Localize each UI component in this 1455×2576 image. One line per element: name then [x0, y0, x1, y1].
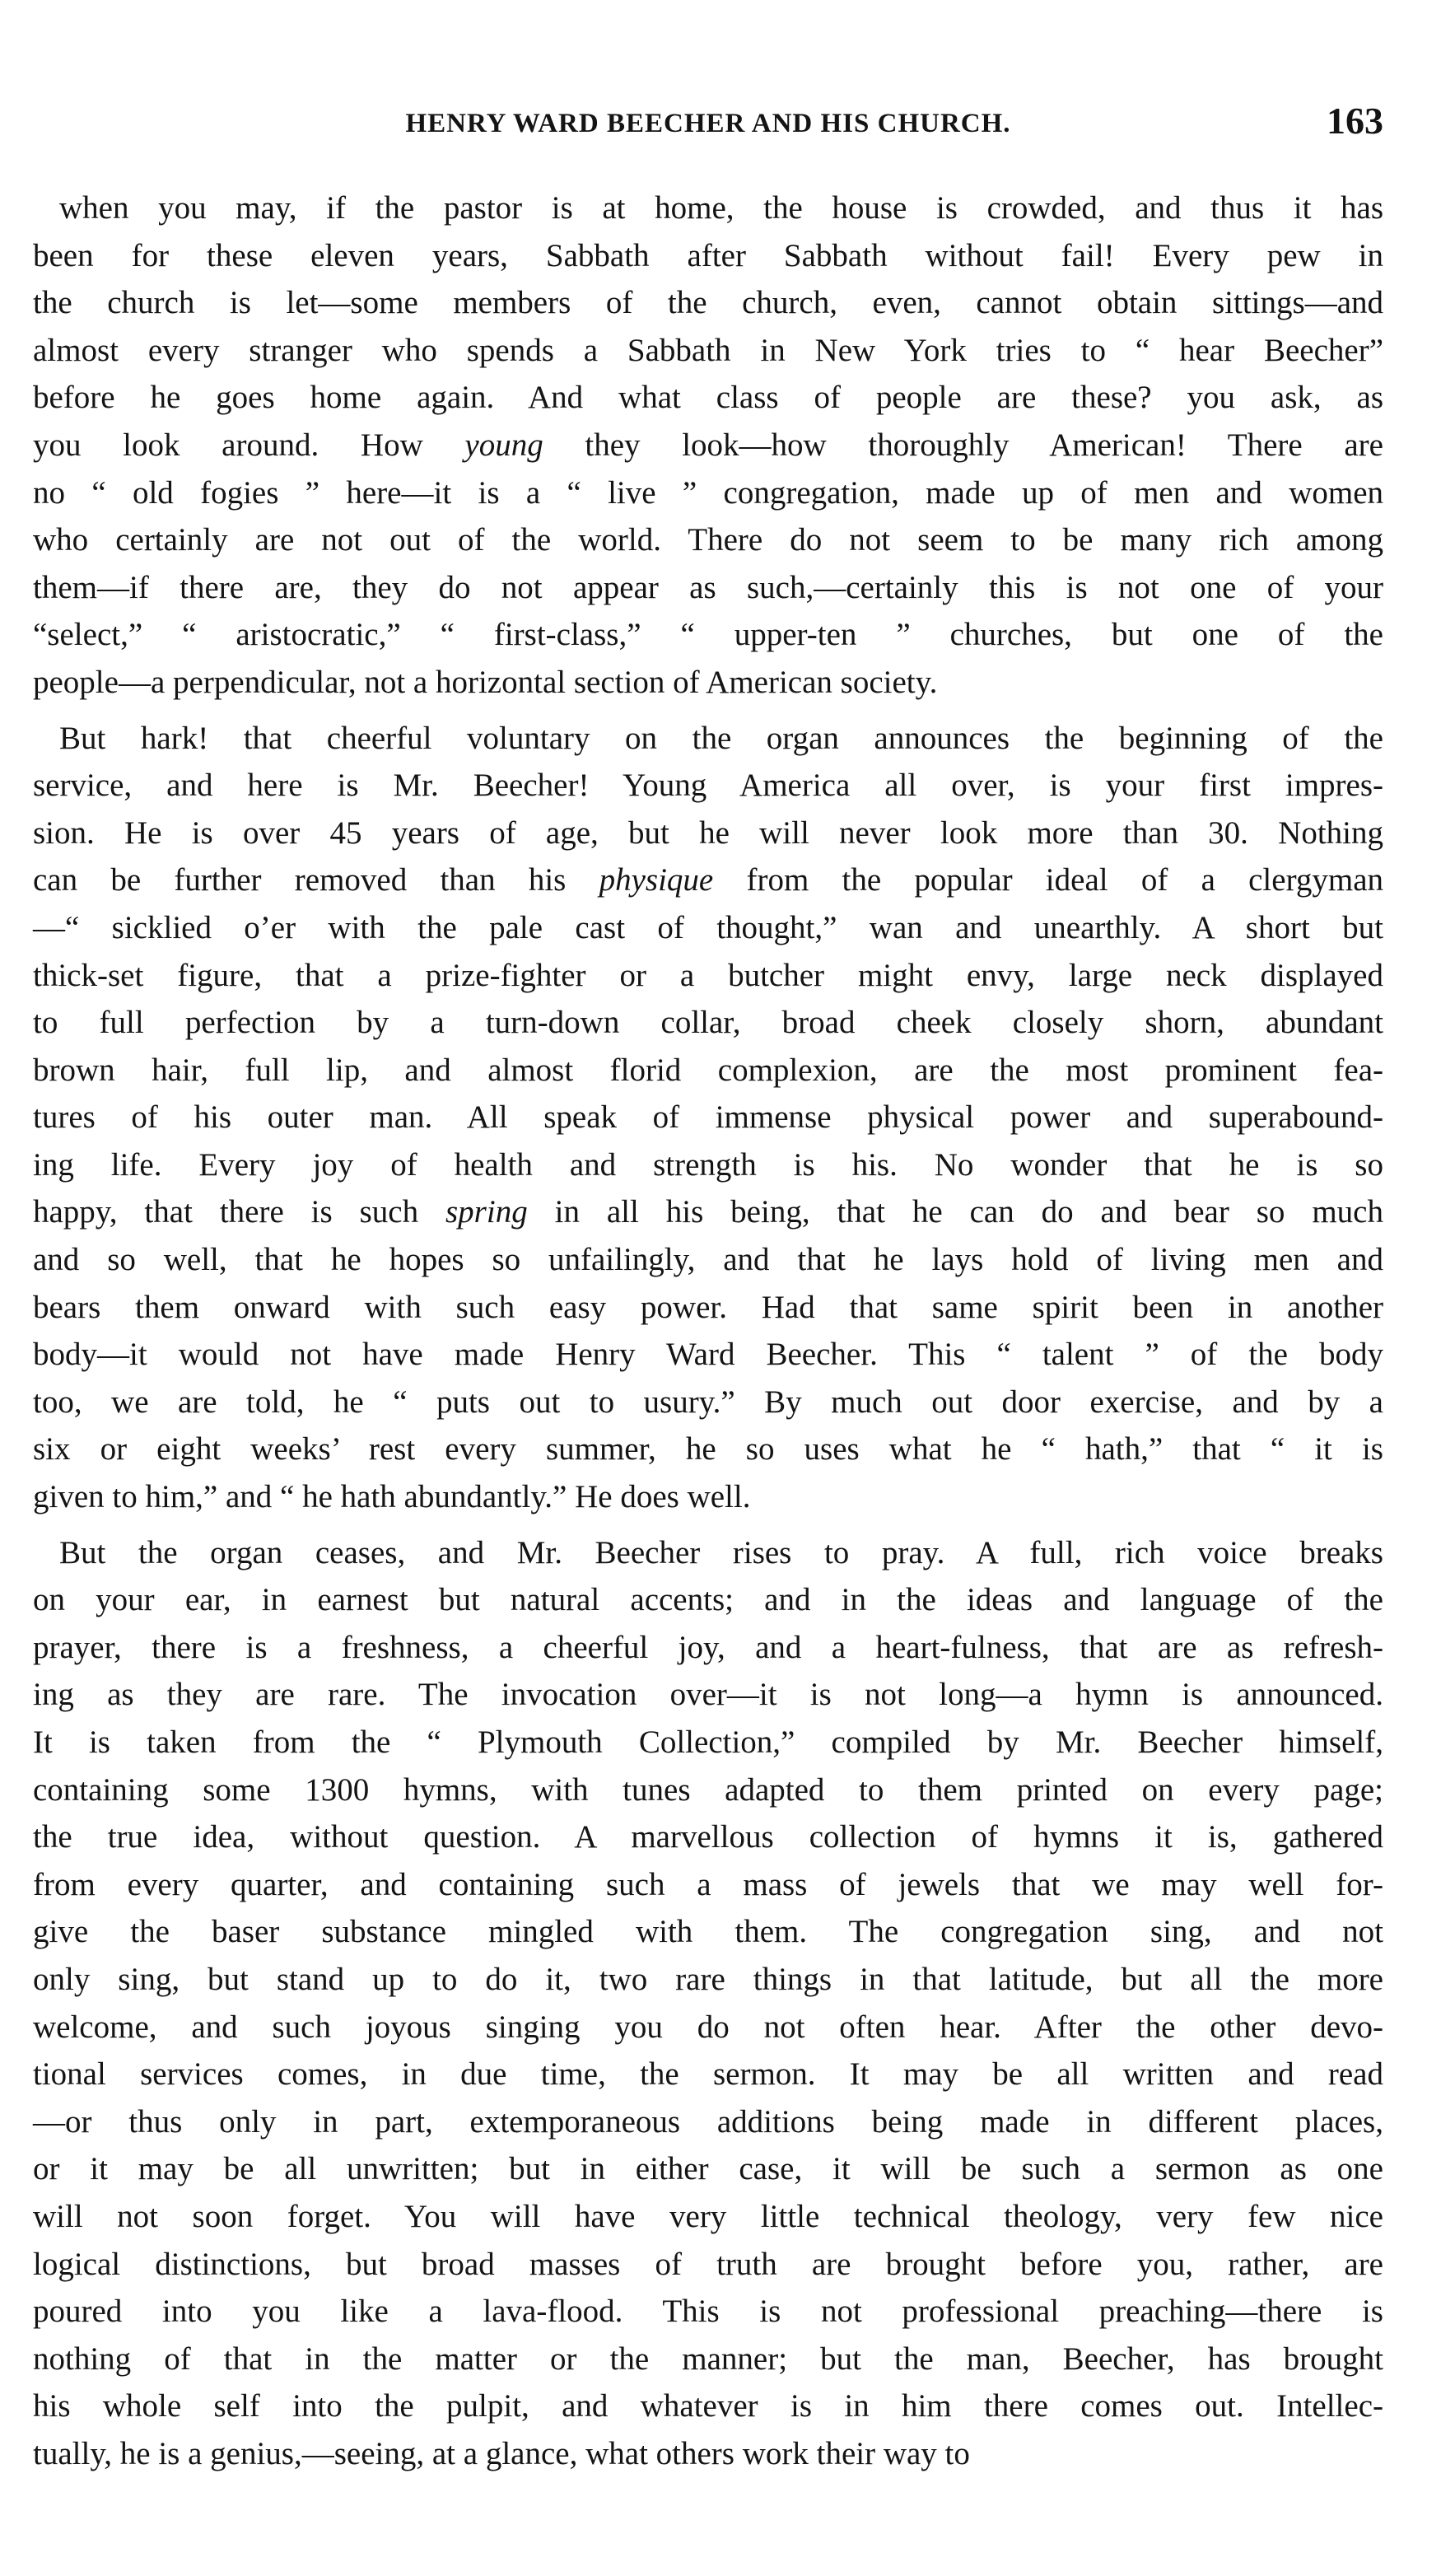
text-run: body—it would not have made Henry Ward Beecher. This “ talent ” of the body	[33, 1337, 1383, 1373]
text-line	[33, 2145, 1383, 2193]
text-run: them—if there are, they do not appear as such,—certainly this is not one of your	[33, 569, 1383, 605]
text-run: But the organ ceases, and Mr. Beecher rises to pray. A full, rich voice breaks	[59, 1534, 1383, 1570]
page-number: 163	[1327, 100, 1383, 142]
text-line	[33, 1426, 1383, 1473]
text-run: logical distinctions, but broad masses of truth are brought before you, rather, are	[33, 2246, 1383, 2282]
text-run: tures of his outer man. All speak of immense physical power and superabound-	[33, 1099, 1383, 1136]
text-line	[33, 2288, 1383, 2336]
text-line	[33, 715, 1383, 763]
text-line	[33, 1576, 1383, 1624]
text-line	[33, 1956, 1383, 2004]
italic-text: spring	[445, 1194, 528, 1230]
text-run: they look—how thoroughly American! There are	[543, 427, 1383, 463]
text-run: “select,” “ aristocratic,” “ first-class,” “ upper-ten ” churches, but one of the	[33, 617, 1383, 653]
text-run: to full perfection by a turn-down collar, broad cheek closely shorn, abundant	[33, 1005, 1383, 1041]
text-run: will not soon forget. You will have very little technical theology, very few nice	[33, 2198, 1383, 2234]
text-run: from the popular ideal of a clergyman	[713, 862, 1384, 898]
text-line	[33, 469, 1383, 517]
text-run: service, and here is Mr. Beecher! Young America all over, is your first impres-	[33, 768, 1383, 804]
text-run: happy, that there is such	[33, 1194, 445, 1230]
text-line	[33, 2004, 1383, 2051]
text-run: or it may be all unwritten; but in either case, it will be such a sermon as one	[33, 2151, 1383, 2187]
text-line	[33, 659, 1383, 707]
text-run: on your ear, in earnest but natural accents; and in the ideas and language of the	[33, 1582, 1383, 1618]
text-run: bears them onward with such easy power. Had that same spirit been in another	[33, 1289, 1383, 1325]
text-line	[33, 2098, 1383, 2146]
text-line	[33, 1188, 1383, 1236]
text-line	[33, 279, 1383, 327]
text-line	[33, 1047, 1383, 1094]
text-line	[33, 564, 1383, 612]
text-run: six or eight weeks’ rest every summer, he so uses what he “ hath,” that “ it is	[33, 1431, 1383, 1468]
running-head	[33, 97, 1383, 155]
text-line	[33, 1529, 1383, 1577]
text-line	[33, 2430, 1383, 2478]
text-line	[33, 2382, 1383, 2430]
text-line	[33, 904, 1383, 952]
text-run: ing life. Every joy of health and strength is his. No wonder that he is so	[33, 1146, 1383, 1183]
text-line	[33, 1908, 1383, 1956]
italic-text: young	[464, 427, 543, 463]
text-run: ing as they are rare. The invocation over—it is not long—a hymn is announced.	[33, 1677, 1383, 1713]
paragraph	[33, 1529, 1383, 2478]
text-line	[33, 1331, 1383, 1379]
paragraph	[33, 715, 1383, 1521]
text-line	[33, 2193, 1383, 2241]
text-run: only sing, but stand up to do it, two rare things in that latitude, but all the more	[33, 1961, 1383, 1997]
text-run: —“ sicklied o’er with the pale cast of thought,” wan and unearthly. A short but	[33, 909, 1383, 945]
text-line	[33, 762, 1383, 810]
text-line	[33, 1861, 1383, 1909]
text-run: tually, he is a genius,—seeing, at a glance, what others work their way to	[33, 2435, 970, 2471]
text-line	[33, 611, 1383, 659]
text-line	[33, 422, 1383, 469]
paragraph	[33, 184, 1383, 707]
text-line	[33, 327, 1383, 375]
text-line	[33, 1813, 1383, 1861]
text-run: It is taken from the “ Plymouth Collection,” compiled by Mr. Beecher himself,	[33, 1724, 1383, 1760]
text-line	[33, 1671, 1383, 1719]
text-run: before he goes home again. And what class of people are these? you ask, as	[33, 380, 1383, 416]
text-run: too, we are told, he “ puts out to usury.” By much out door exercise, and by a	[33, 1384, 1383, 1420]
text-run: the true idea, without question. A marvellous collection of hymns it is, gathered	[33, 1819, 1383, 1855]
text-line	[33, 1379, 1383, 1426]
text-line	[33, 999, 1383, 1047]
running-title: HENRY WARD BEECHER AND HIS CHURCH.	[405, 109, 1011, 138]
text-line	[33, 2051, 1383, 2098]
text-run: sion. He is over 45 years of age, but he will never look more than 30. Nothing	[33, 814, 1383, 851]
body-text	[33, 184, 1383, 2486]
text-run: containing some 1300 hymns, with tunes adapted to them printed on every page;	[33, 1771, 1383, 1808]
text-run: and so well, that he hopes so unfailingly, and that he lays hold of living men and	[33, 1242, 1383, 1278]
text-run: no “ old fogies ” here—it is a “ live ” congregation, made up of men and women	[33, 474, 1383, 511]
text-line	[33, 1141, 1383, 1189]
text-run: given to him,” and “ he hath abundantly.” He does well.	[33, 1479, 751, 1515]
text-line	[33, 1719, 1383, 1766]
text-run: people—a perpendicular, not a horizontal section of American society.	[33, 664, 938, 700]
text-line	[33, 516, 1383, 564]
text-run: in all his being, that he can do and bear so much	[527, 1194, 1383, 1230]
text-run: who certainly are not out of the world. There do not seem to be many rich among	[33, 522, 1383, 558]
text-run: welcome, and such joyous singing you do not often hear. After the other devo-	[33, 2009, 1383, 2045]
text-line	[33, 1284, 1383, 1332]
text-line	[33, 374, 1383, 422]
text-line	[33, 2241, 1383, 2289]
text-run: you look around. How	[33, 427, 465, 463]
text-line	[33, 952, 1383, 1000]
text-run: been for these eleven years, Sabbath after Sabbath without fail! Every pew in	[33, 237, 1383, 273]
text-run: prayer, there is a freshness, a cheerful joy, and a heart-fulness, that are as refresh-	[33, 1629, 1383, 1665]
text-line	[33, 1094, 1383, 1141]
text-line	[33, 232, 1383, 280]
text-line	[33, 2336, 1383, 2383]
text-run: his whole self into the pulpit, and whatever is in him there comes out. Intellec-	[33, 2388, 1383, 2424]
text-run: tional services comes, in due time, the sermon. It may be all written and read	[33, 2056, 1383, 2093]
text-line	[33, 1236, 1383, 1284]
text-run: when you may, if the pastor is at home, the house is crowded, and thus it has	[59, 190, 1383, 226]
text-run: —or thus only in part, extemporaneous additions being made in different places,	[33, 2103, 1383, 2140]
book-page	[33, 0, 1383, 2576]
text-run: poured into you like a lava-flood. This is not professional preaching—there is	[33, 2294, 1383, 2330]
text-run: can be further removed than his	[33, 862, 599, 898]
text-run: almost every stranger who spends a Sabbath in New York tries to “ hear Beecher”	[33, 332, 1383, 368]
text-run: nothing of that in the matter or the manner; but the man, Beecher, has brought	[33, 2340, 1383, 2377]
text-run: brown hair, full lip, and almost florid complexion, are the most prominent fea-	[33, 1052, 1383, 1088]
italic-text: physique	[599, 862, 714, 898]
text-line	[33, 184, 1383, 232]
text-run: the church is let—some members of the church, even, cannot obtain sittings—and	[33, 285, 1383, 321]
text-run: from every quarter, and containing such a mass of jewels that we may well for-	[33, 1866, 1383, 1902]
text-line	[33, 810, 1383, 857]
text-line	[33, 1473, 1383, 1521]
text-run: thick-set figure, that a prize-fighter or a butcher might envy, large neck displayed	[33, 957, 1383, 993]
text-run: But hark! that cheerful voluntary on the organ announces the beginning of the	[59, 720, 1383, 756]
text-run: give the baser substance mingled with them. The congregation sing, and not	[33, 1914, 1383, 1950]
text-line	[33, 1624, 1383, 1672]
text-line	[33, 856, 1383, 904]
text-line	[33, 1766, 1383, 1814]
